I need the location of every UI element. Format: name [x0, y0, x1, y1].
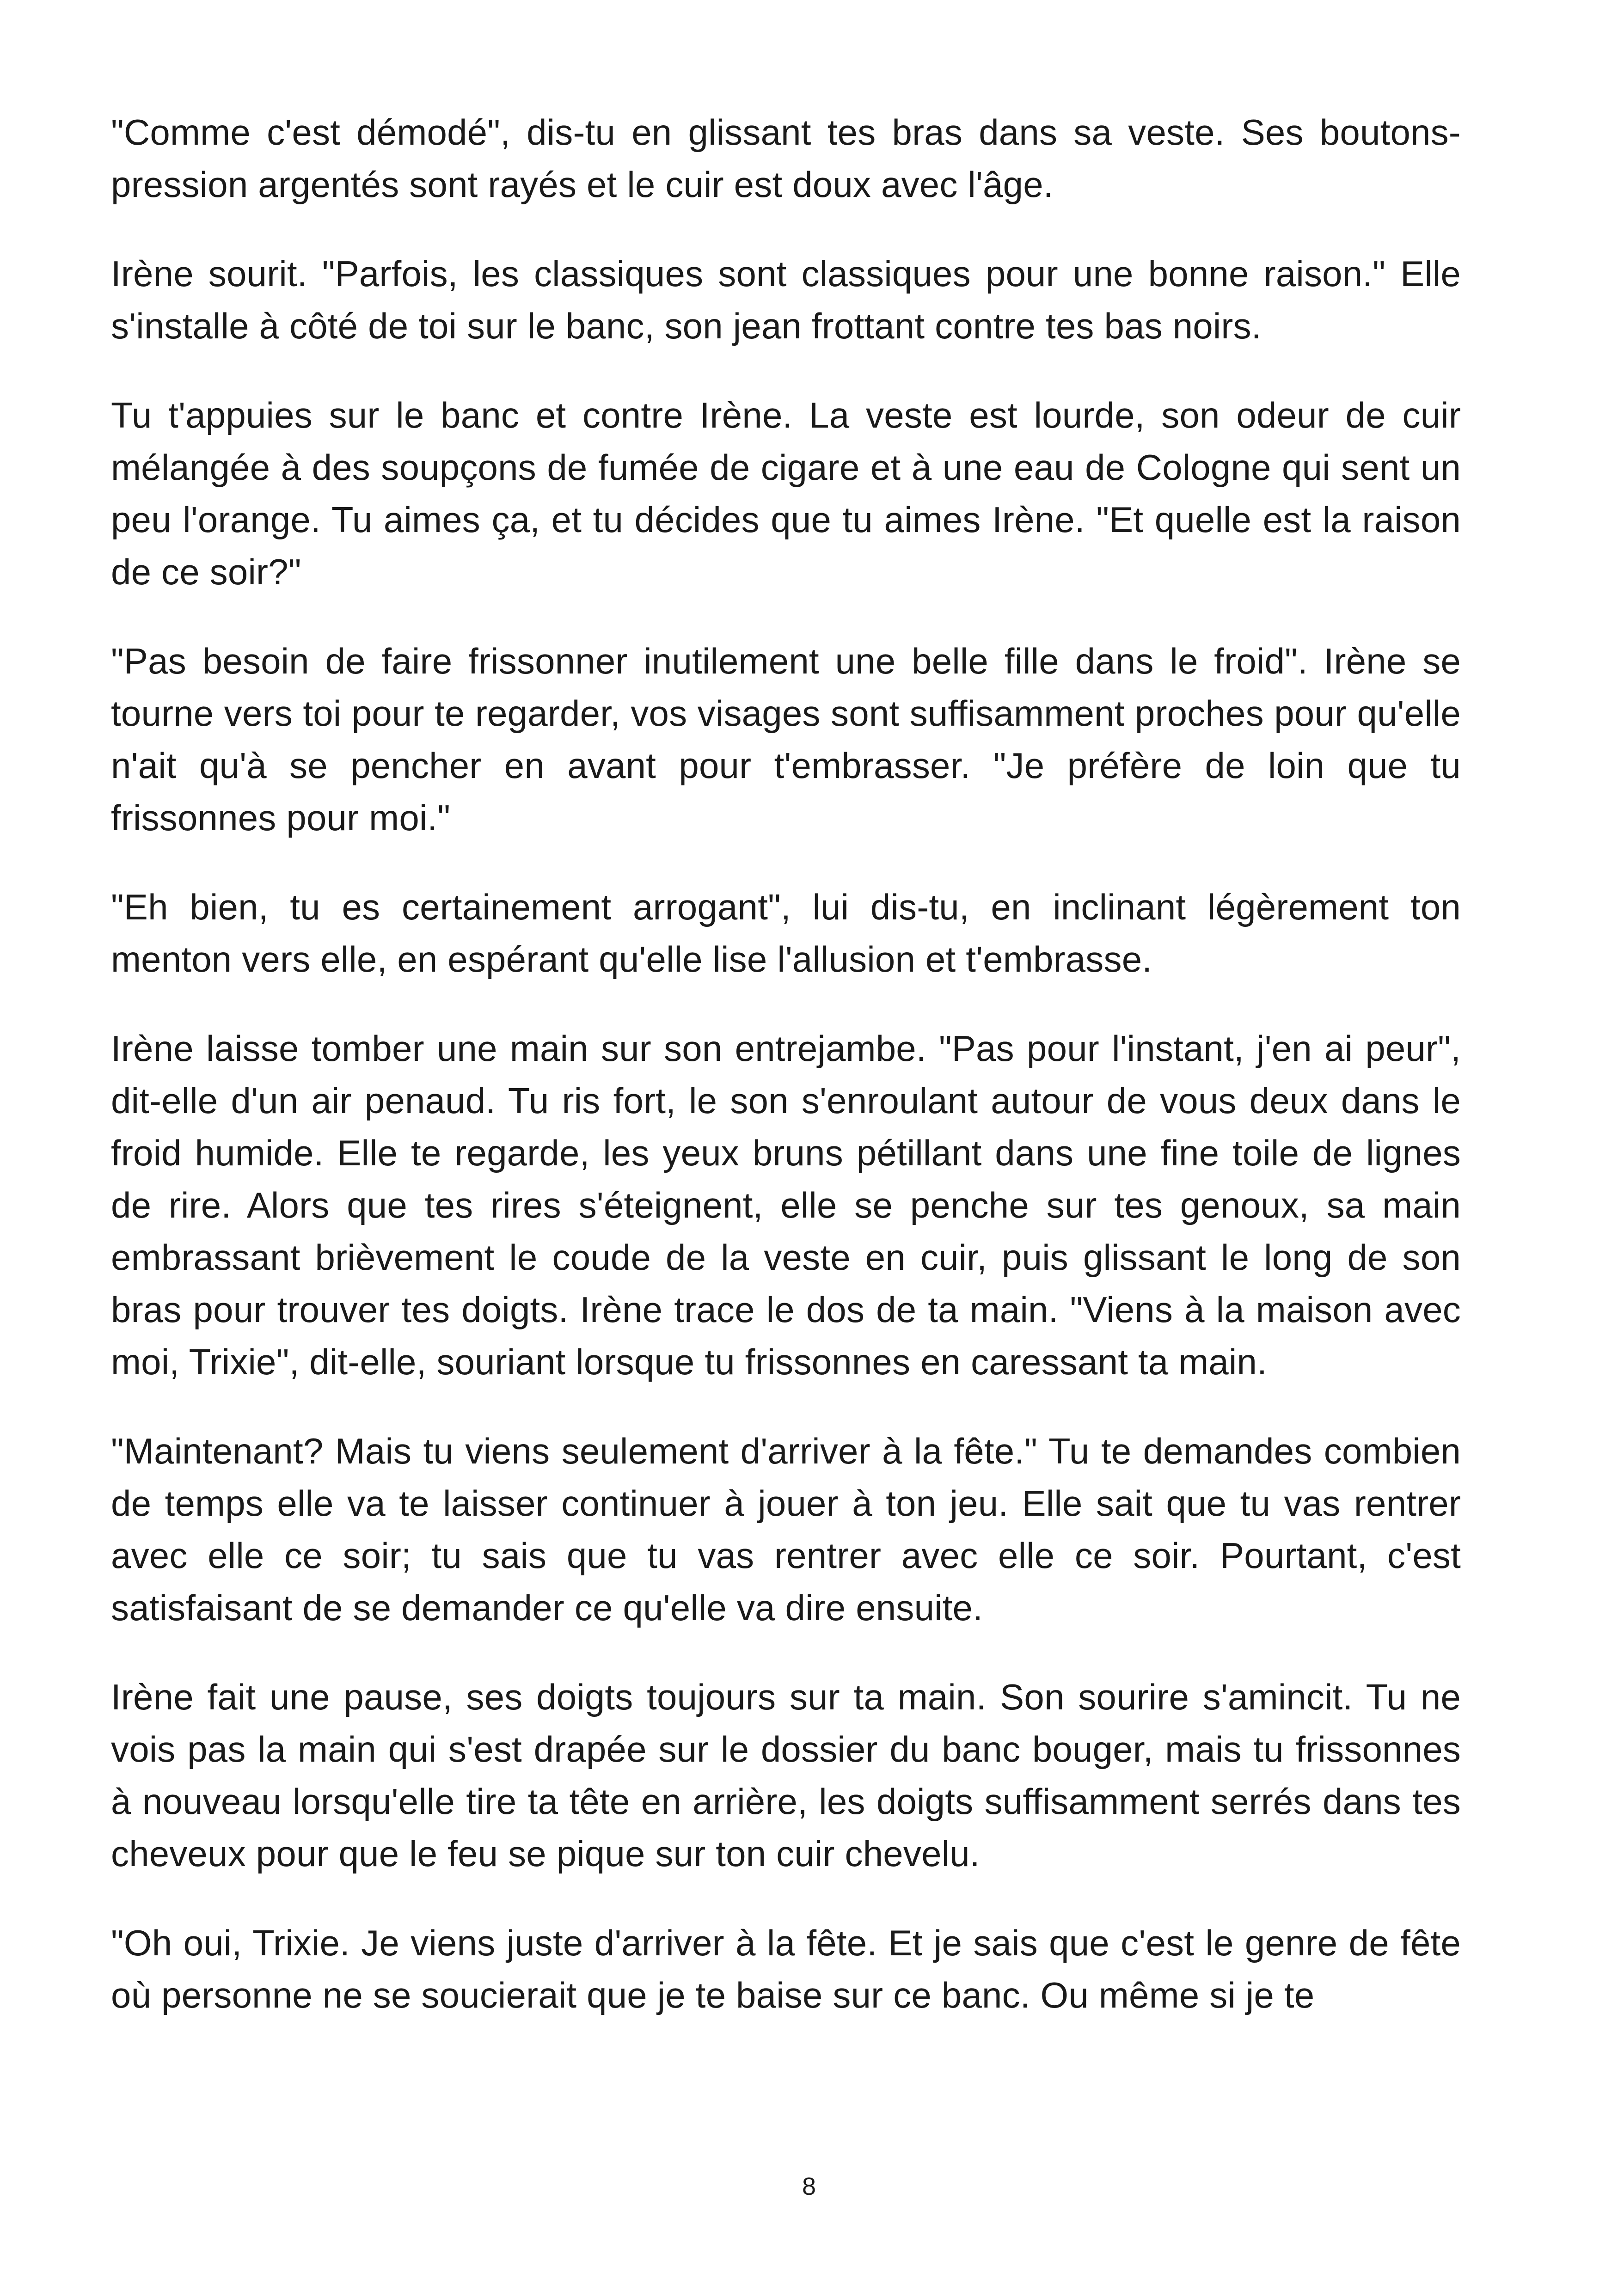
- paragraph-3: Tu t'appuies sur le banc et contre Irène. La veste est lourde, son odeur de cuir mélangée à des soupçons de fumée de cigare et à une eau de Cologne qui sent un peu l'orange. Tu aimes ça, et tu décides que tu aimes Irène. "Et quelle est la raison de ce soir?": [111, 395, 1461, 592]
- paragraph-5: "Eh bien, tu es certainement arrogant", lui dis-tu, en inclinant légèrement ton menton vers elle, en espérant qu'elle lise l'allusion et t'embrasse.: [111, 887, 1461, 980]
- paragraph-9: "Oh oui, Trixie. Je viens juste d'arriver à la fête. Et je sais que c'est le genre de fête où personne ne se soucierait que je te baise sur ce banc. Ou même si je te: [111, 1923, 1461, 2015]
- paragraph-2: Irène sourit. "Parfois, les classiques sont classiques pour une bonne raison." Elle s'installe à côté de toi sur le banc, son jean frottant contre tes bas noirs.: [111, 253, 1461, 346]
- paragraph-6: Irène laisse tomber une main sur son entrejambe. "Pas pour l'instant, j'en ai peur", dit-elle d'un air penaud. Tu ris fort, le son s'enroulant autour de vous deux dans le froid humide. Elle te regarde, les yeux bruns pétillant dans une fine toile de lignes de rire. Alors que tes rires s'éteignent, elle se penche sur tes genoux, sa main embrassant brièvement le coude de la veste en cuir, puis glissant le long de son bras pour trouver tes doigts. Irène trace le dos de ta main. "Viens à la maison avec moi, Trixie", dit-elle, souriant lorsque tu frissonnes en caressant ta main.: [111, 1028, 1461, 1382]
- page-number: 8: [802, 2173, 816, 2200]
- document-page: [111, 106, 1461, 2021]
- paragraph-7: "Maintenant? Mais tu viens seulement d'arriver à la fête." Tu te demandes combien de temps elle va te laisser continuer à jouer à ton jeu. Elle sait que tu vas rentrer avec elle ce soir; tu sais que tu vas rentrer avec elle ce soir. Pourtant, c'est satisfaisant de se demander ce qu'elle va dire ensuite.: [111, 1431, 1461, 1628]
- paragraph-1: "Comme c'est démodé", dis-tu en glissant tes bras dans sa veste. Ses boutons-pression argentés sont rayés et le cuir est doux avec l'âge.: [111, 112, 1461, 205]
- paragraph-8: Irène fait une pause, ses doigts toujours sur ta main. Son sourire s'amincit. Tu ne vois pas la main qui s'est drapée sur le dossier du banc bouger, mais tu frissonnes à nouveau lorsqu'elle tire ta tête en arrière, les doigts suffisamment serrés dans tes cheveux pour que le feu se pique sur ton cuir chevelu.: [111, 1677, 1461, 1874]
- paragraph-4: "Pas besoin de faire frissonner inutilement une belle fille dans le froid". Irène se tourne vers toi pour te regarder, vos visages sont suffisamment proches pour qu'elle n'ait qu'à se pencher en avant pour t'embrasser. "Je préfère de loin que tu frissonnes pour moi.": [111, 641, 1461, 838]
